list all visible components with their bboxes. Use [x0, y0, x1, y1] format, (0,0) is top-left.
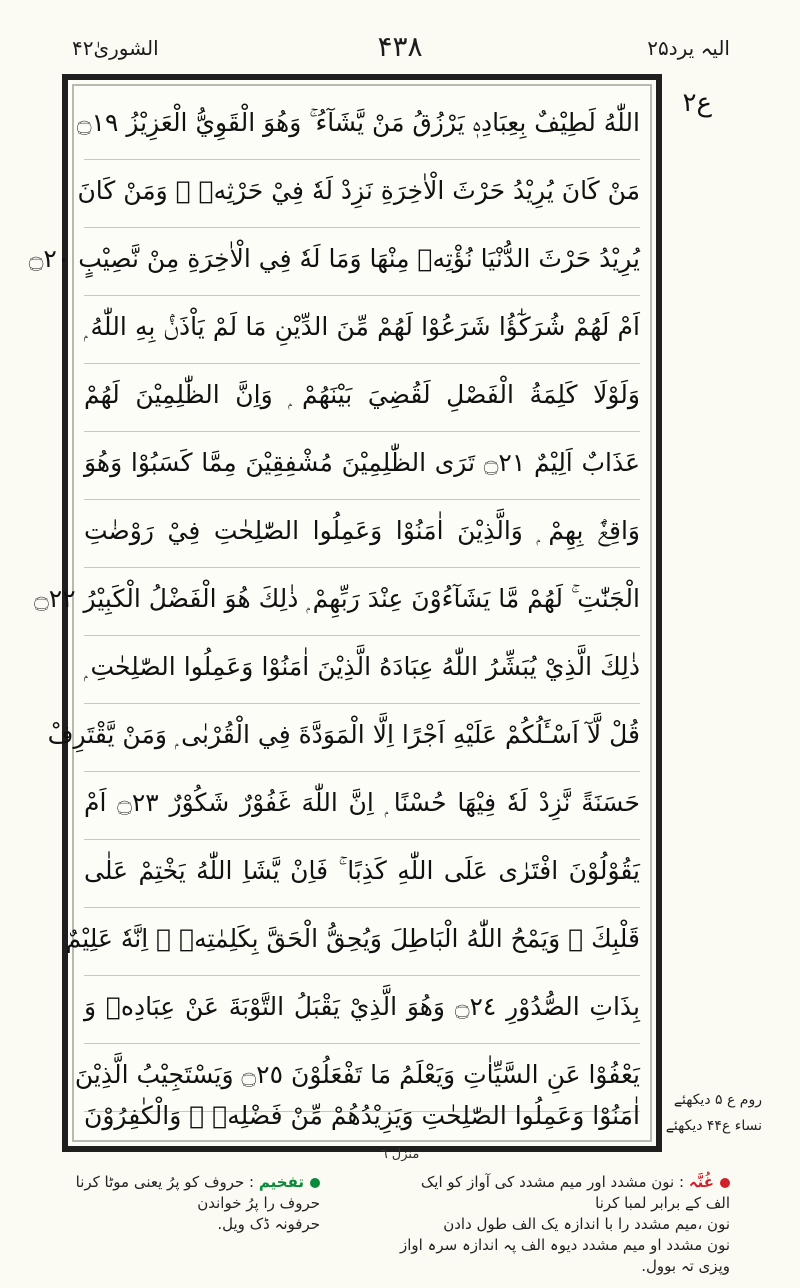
verse-line-13: قَلْبِكَ ۭ وَيَمْحُ اللّٰهُ الْبَاطِلَ وَيُحِقُّ الْحَقَّ بِكَلِمٰتِهٖ ۭ اِنَّهٗ عَلِيْمٌ [84, 902, 640, 976]
manzil-label: منزل ٦ [380, 1147, 420, 1162]
verse-line-3: يُرِيْدُ حَرْثَ الدُّنْيَا نُؤْتِهٖ مِنْهَا وَمَا لَهٗ فِي الْاٰخِرَةِ مِنْ نَّصِيْبٍ ۝٢٠ [84, 222, 640, 296]
verse-line-11: حَسَنَةً نَّزِدْ لَهٗ فِيْهَا حُسْنًا ۭ اِنَّ اللّٰهَ غَفُوْرٌ شَكُوْرٌ ۝٢٣ اَمْ [84, 766, 640, 840]
margin-note-1: روم ع ۵ دیکھئے [673, 1092, 762, 1108]
legend-tafkheem-text-1: حروف کو پرُ یعنی موٹا کرنا [75, 1173, 245, 1191]
legend-tafkheem [60, 1172, 320, 1235]
verse-line-12: يَقُوْلُوْنَ افْتَرٰى عَلَى اللّٰهِ كَذِبًا ۚ فَاِنْ يَّشَاِ اللّٰهُ يَخْتِمْ عَلٰى [84, 834, 640, 908]
tafkheem-color-dot-icon [310, 1178, 320, 1188]
legend-tafkheem-term: تفخیم [258, 1173, 304, 1191]
ruku-marker: ع۲ [682, 88, 712, 118]
verse-line-1: اللّٰهُ لَطِيْفٌ بِعِبَادِهٖ يَرْزُقُ مَنْ يَّشَآءُ ۚ وَهُوَ الْقَوِيُّ الْعَزِيْزُ ۝١٩ [84, 86, 640, 160]
legend-ghunna-text-1: نون مشدد اور میم مشدد کی آواز کو ایک الف کے برابر لمبا کرنا [420, 1173, 730, 1212]
legend-tafkheem-line-1: تفخیم : حروف کو پرُ یعنی موٹا کرنا [60, 1172, 320, 1193]
legend-ghunna-line-1: غُنَّہ : نون مشدد اور میم مشدد کی آواز کو ایک الف کے برابر لمبا کرنا [420, 1173, 730, 1212]
verse-line-5: وَلَوْلَا كَلِمَةُ الْفَصْلِ لَقُضِيَ بَيْنَهُمْ ۭ وَاِنَّ الظّٰلِمِيْنَ لَهُمْ [84, 358, 640, 432]
verse-line-10: قُلْ لَّآ اَسْـَٔلُكُمْ عَلَيْهِ اَجْرًا اِلَّا الْمَوَدَّةَ فِي الْقُرْبٰى ۭ وَمَنْ يَّقْتَرِفْ [84, 698, 640, 772]
verse-line-7: وَاقِعٌۢ بِهِمْ ۭ وَالَّذِيْنَ اٰمَنُوْا وَعَمِلُوا الصّٰلِحٰتِ فِيْ رَوْضٰتِ [84, 494, 640, 568]
verse-line-6: عَذَابٌ اَلِيْمٌ ۝٢١ تَرَى الظّٰلِمِيْنَ مُشْفِقِيْنَ مِمَّا كَسَبُوْا وَهُوَ [84, 426, 640, 500]
verse-line-8: الْجَنّٰتِ ۚ لَهُمْ مَّا يَشَآءُوْنَ عِنْدَ رَبِّهِمْ ۭ ذٰلِكَ هُوَ الْفَضْلُ الْكَبِيْرُ ۝٢٢ [84, 562, 640, 636]
legend-ghunna-term: غُنَّہ [688, 1173, 714, 1191]
verse-line-14: بِذَاتِ الصُّدُوْرِ ۝٢٤ وَهُوَ الَّذِيْ يَقْبَلُ التَّوْبَةَ عَنْ عِبَادِهٖ وَ [84, 970, 640, 1044]
quran-text-inner-border [28, 84, 652, 1142]
legend-tafkheem-text-3: حرفونہ ڈک ویل. [217, 1215, 320, 1233]
header-surah-name: الشوریٰ۴۲ [72, 36, 159, 60]
quran-text-frame [28, 74, 662, 1152]
verse-line-4: اَمْ لَهُمْ شُرَكٰٓؤُا شَرَعُوْا لَهُمْ مِّنَ الدِّيْنِ مَا لَمْ يَاْذَنْۢ بِهِ اللّٰهُ ۭ [84, 290, 640, 364]
header-juz-name: الیہ یرد۲۵ [647, 36, 730, 60]
ghunna-color-dot-icon [720, 1178, 730, 1188]
legend-tafkheem-text-2: حروف را پرُ خواندن [197, 1194, 320, 1212]
legend-ghunna-text-3: نون مشدد او میم مشدد دیوہ الف پہ اندازہ سرہ اواز وپزی تہ بوول. [399, 1236, 730, 1275]
margin-note-2: نساء ع۴۴ دیکھئے [665, 1118, 762, 1134]
page-number: ۴۳۸ [377, 30, 423, 63]
legend-ghunna-text-2: نون ،میم مشدد را با اندازہ یک الف طول دادن [443, 1215, 730, 1233]
verse-line-15: يَعْفُوْا عَنِ السَّيِّاٰتِ وَيَعْلَمُ مَا تَفْعَلُوْنَ ۝٢٥ وَيَسْتَجِيْبُ الَّذِيْنَ [84, 1038, 640, 1112]
legend-ghunna [400, 1172, 730, 1277]
verse-line-9: ذٰلِكَ الَّذِيْ يُبَشِّرُ اللّٰهُ عِبَادَهُ الَّذِيْنَ اٰمَنُوْا وَعَمِلُوا الصّٰلِحٰتِ ۭ [84, 630, 640, 704]
verse-line-16: اٰمَنُوْا وَعَمِلُوا الصّٰلِحٰتِ وَيَزِيْدُهُمْ مِّنْ فَضْلِهٖ ۭ وَالْكٰفِرُوْنَ [84, 1101, 640, 1130]
verse-line-2: مَنْ كَانَ يُرِيْدُ حَرْثَ الْاٰخِرَةِ نَزِدْ لَهٗ فِيْ حَرْثِهٖ ۚ وَمَنْ كَانَ [84, 154, 640, 228]
